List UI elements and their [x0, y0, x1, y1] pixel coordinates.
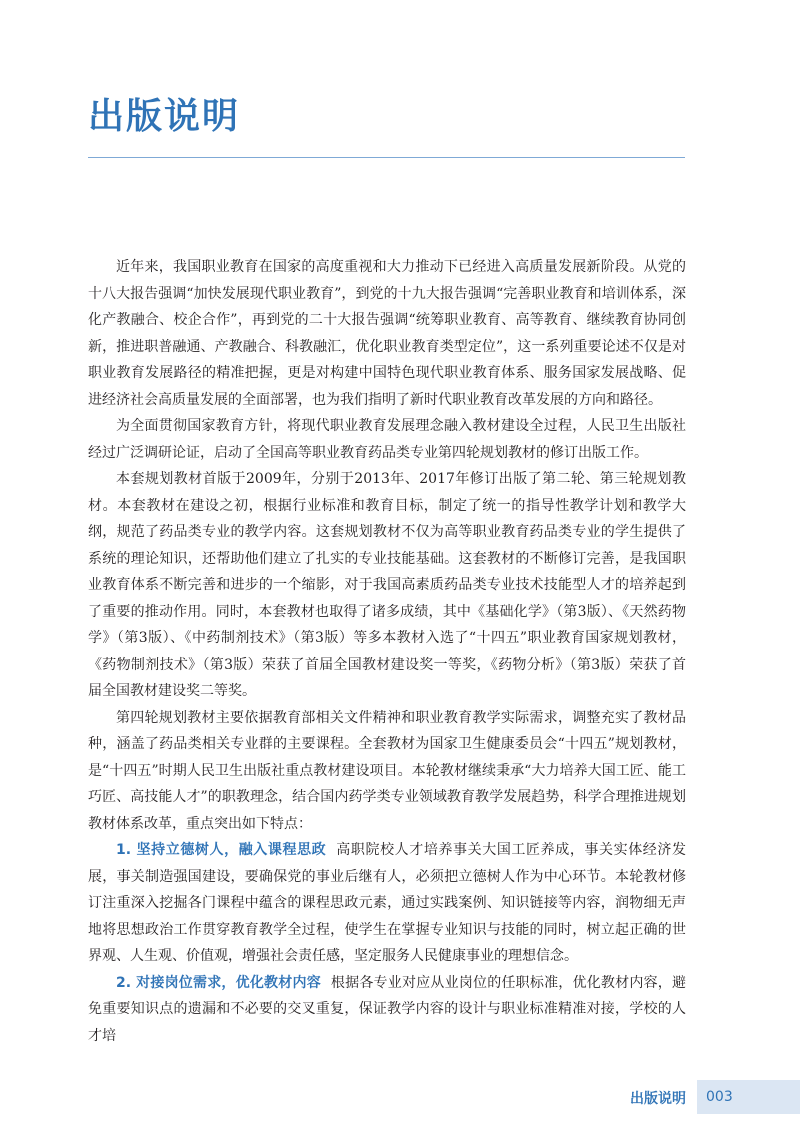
section-1-heading: 1. 坚持立德树人，融入课程思政 — [116, 842, 327, 858]
paragraph-2: 为全面贯彻国家教育方针，将现代职业教育发展理念融入教材建设全过程，人民卫生出版社经过广泛调研论证，启动了全国高等职业教育药品类专业第四轮规划教材的修订出版工作。 — [88, 418, 686, 461]
page-number: 003 — [706, 1089, 733, 1105]
section-2 — [88, 970, 686, 1050]
section-1 — [88, 837, 686, 970]
title-divider — [88, 157, 685, 158]
page-title: 出版说明 — [88, 96, 241, 137]
paragraph-4: 第四轮规划教材主要依据教育部相关文件精神和职业教育教学实际需求，调整充实了教材品种，涵盖了药品类相关专业群的主要课程。全套教材为国家卫生健康委员会“十四五”规划教材，是“十四五”时期人民卫生出版社重点教材建设项目。本轮教材继续秉承“大力培养大国工匠、能工巧匠、高技能人才”的职教理念，结合国内药学类专业领域教育教学发展趋势，科学合理推进规划教材体系改革，重点突出如下特点： — [88, 709, 686, 832]
section-2-heading: 2. 对接岗位需求，优化教材内容 — [116, 974, 321, 991]
footer-section-label: 出版说明 — [630, 1091, 686, 1107]
body-text — [88, 254, 686, 1049]
paragraph-1: 近年来，我国职业教育在国家的高度重视和大力推动下已经进入高质量发展新阶段。从党的十八大报告强调“加快发展现代职业教育”，到党的十九大报告强调“完善职业教育和培训体系，深化产教融合、校企合作”，再到党的二十大报告强调“统筹职业教育、高等教育、继续教育协同创新，推进职普融通、产教融合、科教融汇，优化职业教育类型定位”，这一系列重要论述不仅是对职业教育发展路径的精准把握，更是对构建中国特色现代职业教育体系、服务国家发展战略、促进经济社会高质量发展的全面部署，也为我们指明了新时代职业教育改革发展的方向和路径。 — [88, 259, 686, 408]
paragraph-3: 本套规划教材首版于2009年，分别于2013年、2017年修订出版了第二轮、第三轮规划教材。本套教材在建设之初，根据行业标准和教育目标，制定了统一的指导性教学计划和教学大纲，规范了药品类专业的教学内容。这套规划教材不仅为高等职业教育药品类专业的学生提供了系统的理论知识，还帮助他们建立了扎实的专业技能基础。这套教材的不断修订完善，是我国职业教育体系不断完善和进步的一个缩影，对于我国高素质药品类专业技术技能型人才的培养起到了重要的推动作用。同时，本套教材也取得了诸多成绩，其中《基础化学》（第3版）、《天然药物学》（第3版）、《中药制剂技术》（第3版）等多本教材入选了“十四五”职业教育国家规划教材，《药物制剂技术》（第3版）荣获了首届全国教材建设奖一等奖，《药物分析》（第3版）荣获了首届全国教材建设奖二等奖。 — [88, 471, 686, 699]
section-1-text: 高职院校人才培养事关大国工匠养成，事关实体经济发展，事关制造强国建设，要确保党的事业后继有人，必须把立德树人作为中心环节。本轮教材修订注重深入挖掘各门课程中蕴含的课程思政元素，通过实践案例、知识链接等内容，润物细无声地将思想政治工作贯穿教育教学全过程，使学生在掌握专业知识与技能的同时，树立起正确的世界观、人生观、价值观，增强社会责任感，坚定服务人民健康事业的理想信念。 — [88, 842, 686, 964]
footer-page-box — [697, 1080, 800, 1114]
section-2-text: 根据各专业对应从业岗位的任职标准，优化教材内容，避免重要知识点的遗漏和不必要的交叉重复，保证教学内容的设计与职业标准精准对接，学校的人才培 — [88, 974, 686, 1044]
